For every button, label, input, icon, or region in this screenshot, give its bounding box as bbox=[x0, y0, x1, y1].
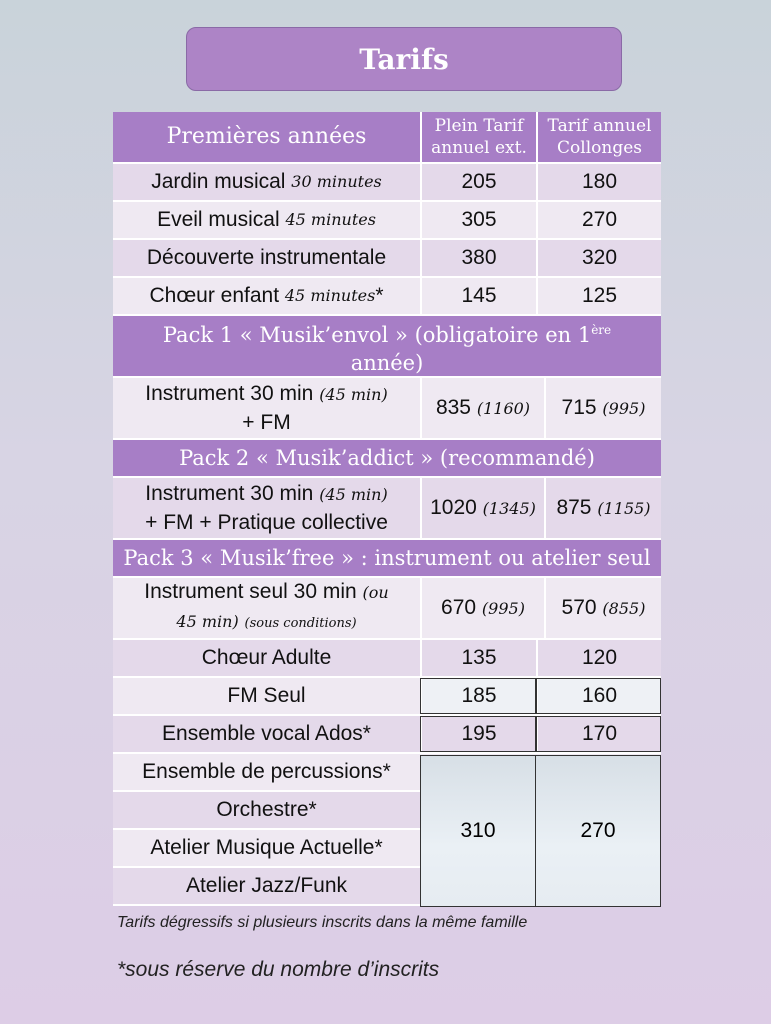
course-duration: 45 minutes bbox=[284, 286, 376, 305]
course-name: FM Seul bbox=[227, 684, 306, 707]
pack2-description: Instrument 30 min (45 min) + FM + Pratique collective bbox=[145, 481, 388, 534]
table-header bbox=[113, 112, 661, 164]
course-name: Ensemble vocal Ados* bbox=[162, 722, 371, 745]
plein-price: 205 bbox=[420, 164, 536, 200]
collonges-price: 570 (855) bbox=[544, 578, 661, 638]
plein-price: 145 bbox=[420, 278, 536, 314]
table-row bbox=[113, 716, 661, 754]
table-row bbox=[113, 164, 661, 202]
plein-price: 185 bbox=[420, 678, 536, 714]
plein-price: 305 bbox=[420, 202, 536, 238]
course-name: Chœur Adulte bbox=[201, 646, 332, 669]
header-first-years: Premières années bbox=[166, 124, 367, 149]
header-plein-line2: annuel ext. bbox=[431, 138, 527, 158]
pack1-title: Pack 1 « Musik’envol » (obligatoire en 1ère année) bbox=[113, 316, 661, 378]
table-row bbox=[113, 278, 661, 316]
collonges-price: 170 bbox=[536, 716, 661, 752]
collonges-price: 715 (995) bbox=[544, 378, 661, 438]
collonges-price: 180 bbox=[536, 164, 661, 200]
collonges-price: 875 (1155) bbox=[544, 478, 661, 538]
header-plein-line1: Plein Tarif bbox=[434, 116, 524, 136]
course-name: Chœur enfant 45 minutes * bbox=[113, 278, 420, 314]
pack3-description: Instrument seul 30 min (ou 45 min) (sous conditions) bbox=[144, 580, 389, 631]
page-title-text: Tarifs bbox=[359, 42, 449, 76]
course-duration: 30 minutes bbox=[291, 172, 382, 191]
table-row bbox=[113, 640, 661, 678]
pack2-title: Pack 2 « Musik’addict » (recommandé) bbox=[113, 440, 661, 478]
table-row bbox=[113, 378, 661, 440]
pack3-title: Pack 3 « Musik’free » : instrument ou atelier seul bbox=[113, 540, 661, 578]
course-name: Orchestre* bbox=[216, 798, 317, 821]
header-collonges-line1: Tarif annuel bbox=[547, 116, 652, 136]
table-row bbox=[113, 578, 661, 640]
table-row bbox=[113, 240, 661, 278]
header-plein-tarif bbox=[420, 112, 536, 162]
pack1-description: Instrument 30 min (45 min) + FM bbox=[145, 381, 388, 434]
course-name: Jardin musical 30 minutes bbox=[113, 164, 420, 200]
plein-price: 135 bbox=[420, 640, 536, 676]
table-row bbox=[113, 478, 661, 540]
ensembles-collonges-price: 270 bbox=[536, 755, 661, 907]
collonges-price: 125 bbox=[536, 278, 661, 314]
collonges-price: 270 bbox=[536, 202, 661, 238]
page-title bbox=[186, 27, 622, 91]
plein-price: 380 bbox=[420, 240, 536, 276]
course-duration: 45 minutes bbox=[285, 210, 376, 229]
course-name: Atelier Musique Actuelle* bbox=[150, 836, 383, 859]
course-name: Découverte instrumentale bbox=[146, 246, 387, 269]
table-row bbox=[113, 678, 661, 716]
ensembles-price-cells bbox=[420, 755, 661, 907]
header-collonges bbox=[536, 112, 661, 162]
degressive-note: Tarifs dégressifs si plusieurs inscrits dans la même famille bbox=[117, 914, 528, 931]
table-row bbox=[113, 202, 661, 240]
collonges-price: 320 bbox=[536, 240, 661, 276]
collonges-price: 160 bbox=[536, 678, 661, 714]
plein-price: 1020 (1345) bbox=[420, 478, 544, 538]
course-name: Eveil musical 45 minutes bbox=[113, 202, 420, 238]
course-name: Atelier Jazz/Funk bbox=[185, 874, 348, 897]
plein-price: 670 (995) bbox=[420, 578, 544, 638]
reserve-note: *sous réserve du nombre d’inscrits bbox=[117, 958, 440, 981]
collonges-price: 120 bbox=[536, 640, 661, 676]
header-collonges-line2: Collonges bbox=[557, 138, 642, 158]
plein-price: 195 bbox=[420, 716, 536, 752]
ensembles-plein-price: 310 bbox=[420, 755, 536, 907]
plein-price: 835 (1160) bbox=[420, 378, 544, 438]
course-name: Ensemble de percussions* bbox=[142, 760, 391, 783]
